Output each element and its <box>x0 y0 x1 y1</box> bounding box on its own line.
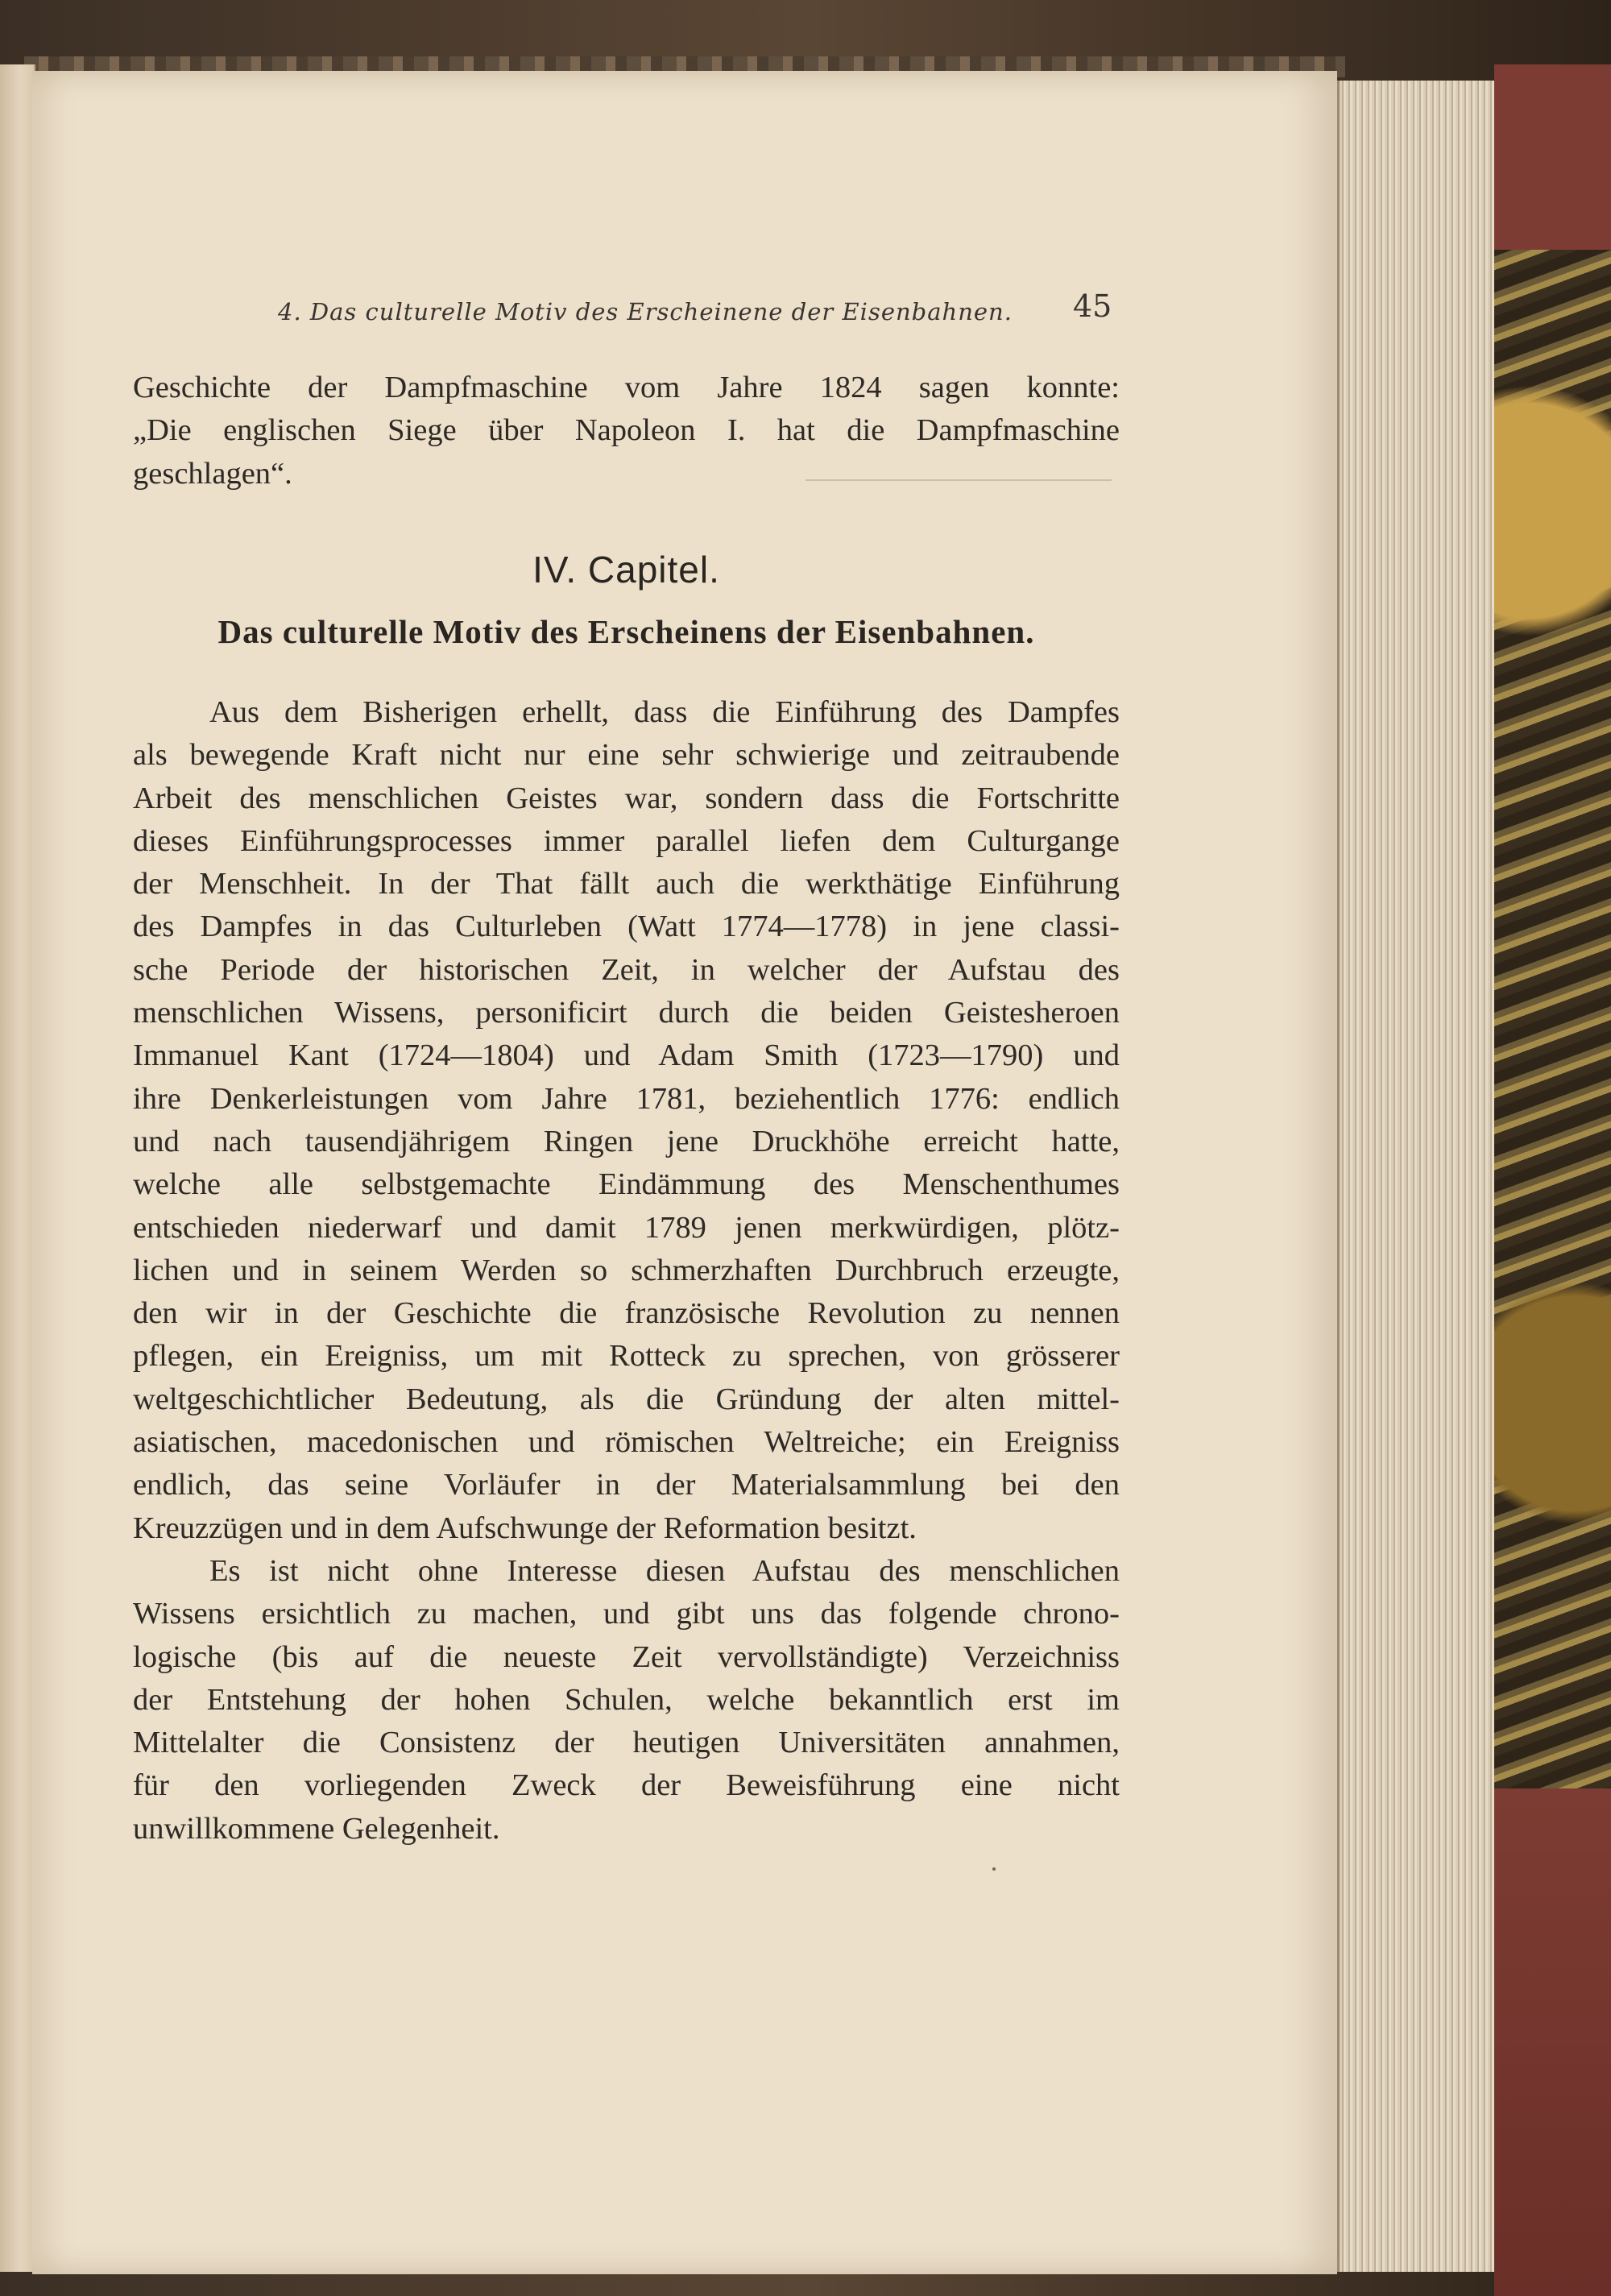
chapter-number: IV. Capitel. <box>532 549 720 591</box>
previous-page-edge <box>0 64 35 2272</box>
text-line: als bewegende Kraft nicht nur eine sehr schwierige und zeitraubende <box>133 738 1120 773</box>
running-head: 4. Das culturelle Motiv des Erscheinene der Eisenbahnen. <box>278 298 1013 325</box>
text-line: der Menschheit. In der That fällt auch die werkthätige Einführung <box>133 867 1120 901</box>
text-line: menschlichen Wissens, personificirt durch die beiden Geistesheroen <box>133 996 1120 1030</box>
text-line: Immanuel Kant (1724—1804) und Adam Smith (1723—1790) und <box>133 1038 1120 1073</box>
text-line: des Dampfes in das Culturleben (Watt 1774—1778) in jene classi- <box>133 910 1120 944</box>
text-line: endlich, das seine Vorläufer in der Materialsammlung bei den <box>133 1468 1120 1502</box>
text-line: Arbeit des menschlichen Geistes war, sondern dass die Fortschritte <box>133 781 1120 815</box>
text-line: lichen und in seinem Werden so schmerzhaften Durchbruch erzeugte, <box>133 1253 1120 1287</box>
text-line: Wissens ersichtlich zu machen, und gibt uns das folgende chrono- <box>133 1597 1120 1631</box>
text-line: unwillkommene Gelegenheit. <box>133 1811 500 1846</box>
text-line: für den vorliegenden Zweck der Beweisführung eine nicht <box>133 1768 1120 1803</box>
text-line: pflegen, ein Ereigniss, um mit Rotteck zu sprechen, von grösserer <box>133 1339 1120 1374</box>
text-line: „Die englischen Siege über Napoleon I. hat die Dampfmaschine <box>133 413 1120 448</box>
text-line: und nach tausendjährigem Ringen jene Druckhöhe erreicht hatte, <box>133 1124 1120 1158</box>
text-line: weltgeschichtlicher Bedeutung, als die Gründung der alten mittel- <box>133 1382 1120 1416</box>
text-line: ihre Denkerleistungen vom Jahre 1781, beziehentlich 1776: endlich <box>133 1081 1120 1116</box>
text-line: sche Periode der historischen Zeit, in welcher der Aufstau des <box>133 952 1120 987</box>
section-rule <box>806 479 1112 481</box>
page-stack-edge <box>1337 81 1501 2272</box>
main-paragraph <box>133 691 1120 1550</box>
text-line: welche alle selbstgemachte Eindämmung des Menschenthumes <box>133 1167 1120 1202</box>
text-line: den wir in der Geschichte die französische Revolution zu nennen <box>133 1296 1120 1331</box>
text-line: asiatischen, macedonischen und römischen Weltreiche; ein Ereigniss <box>133 1425 1120 1460</box>
text-line: Geschichte der Dampfmaschine vom Jahre 1824 sagen konnte: <box>133 371 1120 404</box>
cover-corner-bottom <box>1494 1788 1611 2296</box>
page-number: 45 <box>1073 288 1112 324</box>
text-line: logische (bis auf die neueste Zeit vervollständigte) Verzeichniss <box>133 1639 1120 1674</box>
intro-paragraph <box>133 367 1120 495</box>
text-line: Es ist nicht ohne Interesse diesen Aufstau des menschlichen <box>209 1554 1120 1588</box>
text-line: Mittelalter die Consistenz der heutigen Universitäten annahmen, <box>133 1726 1120 1760</box>
text-line: geschlagen“. <box>133 456 292 491</box>
cover-corner-top <box>1494 64 1611 250</box>
text-line: Aus dem Bisherigen erhellt, dass die Einführung des Dampfes <box>209 695 1120 729</box>
ink-speck <box>992 1867 996 1871</box>
text-line: Kreuzzügen und in dem Aufschwunge der Reformation besitzt. <box>133 1511 917 1545</box>
chapter-title: Das culturelle Motiv des Erscheinens der Eisenbahnen. <box>217 613 1035 650</box>
closing-paragraph <box>133 1550 1120 1850</box>
text-line: der Entstehung der hohen Schulen, welche bekanntlich erst im <box>133 1682 1120 1717</box>
text-line: entschieden niederwarf und damit 1789 jenen merkwürdigen, plötz- <box>133 1210 1120 1245</box>
text-line: dieses Einführungsprocesses immer parallel liefen dem Culturgange <box>133 823 1120 858</box>
